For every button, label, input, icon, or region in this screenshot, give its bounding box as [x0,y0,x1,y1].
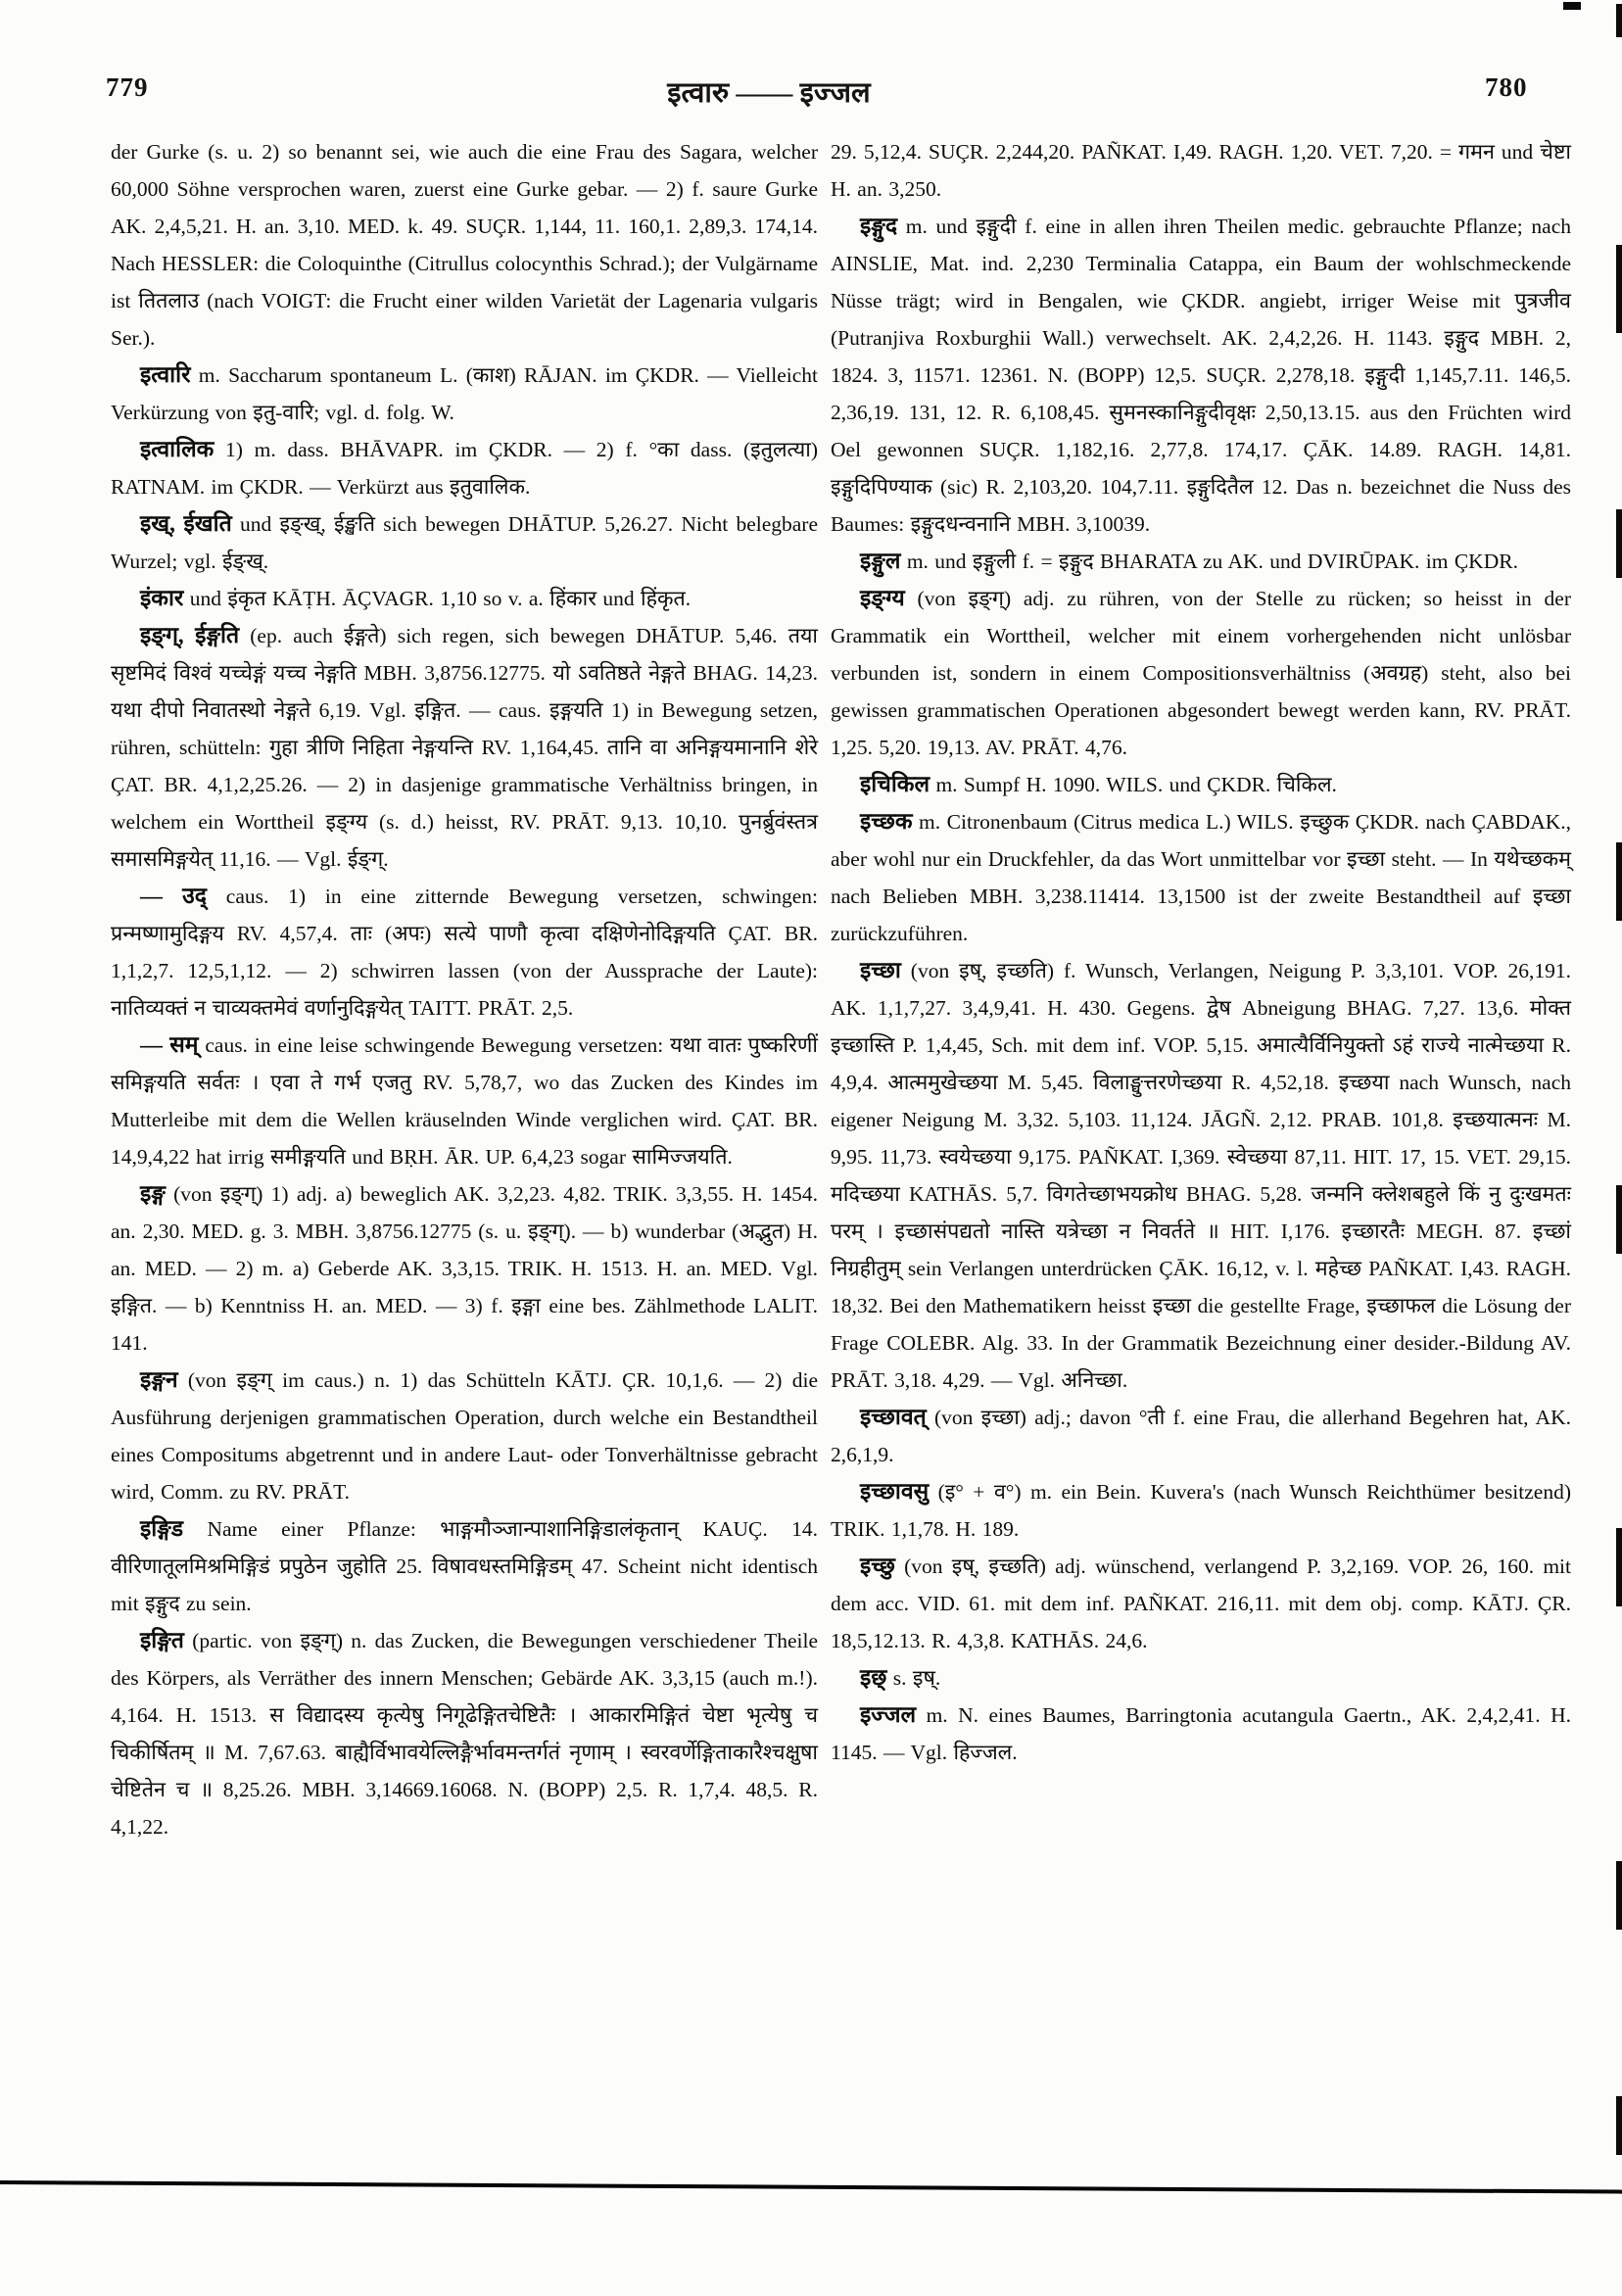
entry-text: (von इङ्ग् im caus.) n. 1) das Schütteln KĀTJ. ÇR. 10,1,6. — 2) die Ausführung derjenigen grammatischen Operation, durch welche ein Bestandtheil eines Compositums abgetrennt und in andere Laut- oder Tonverhältnisse gebracht wird, Comm. zu RV. PRĀT. [111,1368,818,1504]
scan-artifact [1616,1528,1622,1606]
headword: इङ्ग्य [860,586,905,610]
entry-text: Name einer Pflanze: भाङ्गमौञ्जान्पाशानिङ्गिडालंकृतान् KAUÇ. 14. वीरिणातूलमिश्रमिङ्गिडं प्रपुठेन जुहोति 25. विषावधस्तमिङ्गिडम् 47. Scheint nicht identisch mit इङ्गुद zu sein. [111,1517,818,1615]
headword: इङ्गुल [860,549,901,573]
headword: इच्छक [860,809,913,834]
entry-text: und इङ्ख्, ईङ्खति sich bewegen DHĀTUP. 5,26.27. Nicht belegbare Wurzel; vgl. ईङ्ख्. [111,512,818,573]
entry-text: m. Saccharum spontaneum L. (काश) RĀJAN. im ÇKDR. — Vielleicht Verkürzung von इतु-वारि; vgl. d. folg. W. [111,363,818,424]
headword: — उद् [140,884,207,908]
headword: इङ्गुद [860,214,898,238]
entry-text: 29. 5,12,4. SUÇR. 2,244,20. PAÑKAT. I,49. RAGH. 1,20. VET. 7,20. = गमन und चेष्टा H. an. 3,250. [831,140,1571,201]
entry-ing-sam [111,1027,818,1175]
headword: इङ्गन [140,1367,178,1392]
entry-text: m. Citronenbaum (Citrus medica L.) WILS. इच्छुक ÇKDR. nach ÇABDAK., aber wohl nur ein Druckfehler, da das Wort unmittelbar vor इच्छा steht. — In यथेच्छकम् nach Belieben MBH. 3,238.11414. 13,1500 ist der zweite Bestandtheil auf इच्छा zurückzuführen. [831,810,1571,945]
entry-text: caus. 1) in eine zitternde Bewegung versetzen, schwingen: प्रन्मष्णामुदिङ्गय RV. 4,57,4. ताः (अपः) सत्ये पाणौ कृत्वा दक्षिणेनोदिङ्गयति ÇAT. BR. 1,1,2,7. 12,5,1,12. — 2) schwirren lassen (von der Aussprache der Laute): नातिव्यक्तं न चाव्यक्तमेवं वर्णानुदिङ्गयेत् TAITT. PRĀT. 2,5. [111,885,818,1020]
entry-icikila [831,766,1571,803]
headword: इच्छु [860,1554,895,1578]
headword: — सम् [140,1032,199,1057]
entry-inga [111,1175,818,1362]
headword: इच्छावसु [860,1479,930,1504]
entry-ich [831,1659,1571,1697]
entry-text: (von इङ्ग्) 1) adj. a) beweglich AK. 3,2,23. 4,82. TRIK. 3,3,55. H. 1454. an. 2,30. MED. g. 3. MBH. 3,8756.12775 (s. u. इङ्ग्). — b) wunderbar (अद्भुत) H. an. MED. — 2) m. a) Geberde AK. 3,3,15. TRIK. H. 1513. H. an. MED. Vgl. इङ्गित. — b) Kenntniss H. an. MED. — 3) f. इङ्गा eine bes. Zählmethode LALIT. 141. [111,1182,818,1355]
entry-text: (von इङ्ग्) adj. zu rühren, von der Stelle zu rücken; so heisst in der Grammatik ein Worttheil, welcher mit einem vorhergehenden nicht unlösbar verbunden ist, sondern in einem Compositionsverhältniss (अवग्रह) steht, also bei gewissen grammatischen Operationen abgesondert bewegt werden kann, RV. PRĀT. 1,25. 5,20. 19,13. AV. PRĀT. 4,76. [831,587,1571,759]
entry-ingana [111,1362,818,1510]
scan-artifact [1616,1185,1622,1254]
entry-text: s. इष्. [886,1666,941,1690]
entry-ing-root [111,617,818,878]
entry-ingida [111,1510,818,1622]
entry-ingya [831,580,1571,766]
headword: इख्, ईखति [140,511,232,536]
entry-inguda [831,208,1571,543]
page-number-right: 780 [1485,72,1528,102]
scan-artifact [1616,2096,1622,2155]
scan-artifact [1616,4,1622,37]
scan-artifact [1616,842,1622,921]
entry-text: m. und इङ्गुदी f. eine in allen ihren Theilen medic. gebrauchte Pflanze; nach AINSLIE, Mat. ind. 2,230 Terminalia Catappa, ein Baum der wohlschmeckende Nüsse trägt; wird in Bengalen, wie ÇKDR. angiebt, irriger Weise mit पुत्रजीव (Putranjiva Roxburghii Wall.) verwechselt. AK. 2,4,2,26. H. 1143. इङ्गुद MBH. 2, 1824. 3, 11571. 12361. N. (BOPP) 12,5. SUÇR. 2,278,18. इङ्गुदी 1,145,7.11. 146,5. 2,36,19. 131, 12. R. 6,108,45. सुमनस्कानिङ्गुदीवृक्षः 2,50,13.15. aus den Früchten wird Oel gewonnen SUÇR. 1,182,16. 2,77,8. 174,17. ÇĀK. 14.89. RAGH. 14,81. इङ्गुदिपिण्याक (sic) R. 2,103,20. 104,7.11. इङ्गुदितैल 12. Das n. bezeichnet die Nuss des Baumes: इङ्गुदधन्वनानि MBH. 3,10039. [831,215,1571,536]
entry-icchu [831,1548,1571,1659]
entry-itvalika [111,431,818,505]
headword: इङ्गित [140,1628,184,1652]
entry-text: (von इष्, इच्छति) adj. wünschend, verlangend P. 3,2,169. VOP. 26, 160. mit dem acc. VID. 61. mit dem inf. PAÑKAT. 216,11. mit dem obj. comp. KĀTJ. ÇR. 18,5,12.13. R. 4,3,8. KATHĀS. 24,6. [831,1555,1571,1652]
headword: इचिकिल [860,772,930,796]
entry-inkara [111,580,818,617]
entry-icchavasu [831,1473,1571,1548]
entry-text: und इंकृत KĀṬH. ĀÇVAGR. 1,10 so v. a. हिंकार und हिंकृत. [183,587,692,610]
scan-artifact [1616,509,1622,578]
headword: इज्जल [860,1702,917,1727]
entry-text: m. und इङ्गुली f. = इङ्गुद BHARATA zu AK. und DVIRŪPAK. im ÇKDR. [900,550,1518,573]
entry-ijjala [831,1697,1571,1771]
entry-text: m. N. eines Baumes, Barringtonia acutangula Gaertn., AK. 2,4,2,41. H. 1145. — Vgl. हिज्जल. [831,1703,1571,1764]
headword: इंकार [140,586,184,610]
continuation-irvaru [111,133,818,357]
entry-text: caus. in eine leise schwingende Bewegung versetzen: यथा वातः पुष्करिणीं समिङ्गयति सर्वतः । एवा ते गर्भ एजतु RV. 5,78,7, wo das Zucken des Kindes im Mutterleibe mit dem die Wellen kräuselnden Winde verglichen wird. ÇAT. BR. 14,9,4,22 hat irrig समीङ्गयति und BṚH. ĀR. UP. 6,4,23 sogar सामिज्जयति. [111,1033,818,1169]
entry-text: (partic. von इङ्ग्) n. das Zucken, die Bewegungen verschiedener Theile des Körpers, als Verräther des innern Menschen; Gebärde AK. 3,3,15 (auch m.!). 4,164. H. 1513. स विद्यादस्य कृत्येषु निगूढेङ्गितचेष्टितैः । आकारमिङ्गितं चेष्टा भृत्येषु च चिकीर्षितम् ॥ M. 7,67.63. बाह्यैर्विभावयेल्लिङ्गैर्भावमन्तर्गतं नृणाम् । स्वरवर्णेङ्गिताकारैश्चक्षुषा चेष्टितेन च ॥ 8,25.26. MBH. 3,14669.16068. N. (BOPP) 2,5. R. 1,7,4. 48,5. R. 4,1,22. [111,1629,818,1839]
continuation-ingita [831,133,1571,208]
scan-artifact [1616,1861,1622,1930]
right-column [831,133,1571,1771]
entry-text: (ep. auch ईङ्गते) sich regen, sich bewegen DHĀTUP. 5,46. तया सृष्टमिदं विश्वं यच्चेङ्गं यच्च नेङ्गति MBH. 3,8756.12775. यो ऽवतिष्ठते नेङ्गते BHAG. 14,23. यथा दीपो निवातस्थो नेङ्गते 6,19. Vgl. इङ्गित. — caus. इङ्गयति 1) in Bewegung setzen, rühren, schütteln: गुहा त्रीणि निहिता नेङ्गयन्ति RV. 1,164,45. तानि वा अनिङ्गयमानानि शेरे ÇAT. BR. 4,1,2,25.26. — 2) in dasjenige grammatische Verhältniss bringen, in welchem ein Worttheil इङ्ग्य (s. d.) heisst, RV. PRĀT. 9,13. 10,10. पुनर्ब्रुवंस्तत्र समासमिङ्गयेत् 11,16. — Vgl. ईङ्ग्. [111,624,818,871]
headword: इङ्ग [140,1181,166,1206]
headword: इङ्गिड [140,1516,184,1541]
entry-ingita [111,1622,818,1845]
headword: इछ् [860,1665,887,1690]
entry-text: (इ° + व°) m. ein Bein. Kuvera's (nach Wunsch Reichthümer besitzend) TRIK. 1,1,78. H. 189. [831,1480,1571,1541]
entry-ing-ud [111,878,818,1027]
entry-text: (von इष्, इच्छति) f. Wunsch, Verlangen, Neigung P. 3,3,101. VOP. 26,191. AK. 1,1,7,27. 3,4,9,41. H. 430. Gegens. द्वेष Abneigung BHAG. 7,27. 13,6. मोक्त इच्छास्ति P. 1,4,45, Sch. mit dem inf. VOP. 5,15. अमात्यैर्विनियुक्तो ऽहं राज्ये नात्मेच्छया R. 4,9,4. आत्ममुखेच्छया M. 5,45. विलाङ्घुत्तरणेच्छया R. 4,52,18. इच्छया nach Wunsch, nach eigener Neigung M. 3,32. 5,103. 11,124. JĀGÑ. 2,12. PRAB. 101,8. इच्छयात्मनः M. 9,95. 11,73. स्वयेच्छया 9,175. PAÑKAT. I,369. स्वेच्छया 87,11. HIT. 17, 15. VET. 29,15. मदिच्छया KATHĀS. 5,7. विगतेच्छाभयक्रोध BHAG. 5,28. जन्मनि क्लेशबहुले किं नु दुःखमतः परम् । इच्छासंपद्यतो नास्ति यत्रेच्छा न निवर्तते ॥ HIT. I,176. इच्छारतैः MEGH. 87. इच्छां निग्रहीतुम् sein Verlangen unterdrücken ÇĀK. 16,12, v. l. महेच्छ PAÑKAT. I,43. RAGH. 18,32. Bei den Mathematikern heisst इच्छा die gestellte Frage, इच्छाफल die Lösung der Frage COLEBR. Alg. 33. In der Grammatik Bezeichnung einer desider.-Bildung AV. PRĀT. 3,18. 4,29. — Vgl. अनिच्छा. [831,959,1571,1392]
headword: इत्वारि [140,362,191,387]
headword: इच्छा [860,958,901,982]
entry-itvari [111,357,818,431]
scan-artifact [1616,245,1622,333]
running-head-headwords: इत्वारु —— इज्जल [667,77,871,109]
entry-text: 1) m. dass. BHĀVAPR. im ÇKDR. — 2) f. °का dass. (इतुलत्या) RATNAM. im ÇKDR. — Verkürzt aus इतुवालिक. [111,438,818,499]
headword: इङ्ग्, ईङ्गति [140,623,240,647]
entry-ikh [111,505,818,580]
headword: इच्छावत् [860,1405,927,1429]
entry-ingula [831,543,1571,580]
scan-artifact [1563,2,1581,10]
page-bottom-rule [0,2180,1622,2194]
entry-icchavat [831,1399,1571,1473]
entry-text: (von इच्छा) adj.; davon °ती f. eine Frau, die allerhand Begehren hat, AK. 2,6,1,9. [831,1406,1571,1466]
entry-iccha [831,952,1571,1399]
headword: इत्वालिक [140,437,215,461]
entry-text: der Gurke (s. u. 2) so benannt sei, wie auch die eine Frau des Sagara, welcher 60,000 Söhne versprochen waren, zuerst eine Gurke gebar. — 2) f. saure Gurke AK. 2,4,5,21. H. an. 3,10. MED. k. 49. SUÇR. 1,144, 11. 160,1. 2,89,3. 174,14. Nach HESSLER: die Coloquinthe (Citrullus colocynthis Schrad.); der Vulgärname ist तितलाउ (nach VOIGT: die Frucht einer wilden Varietät der Lagenaria vulgaris Ser.). [111,140,818,350]
entry-icchaka [831,803,1571,952]
left-column [111,133,818,1845]
entry-text: m. Sumpf H. 1090. WILS. und ÇKDR. चिकिल. [930,773,1337,796]
page-number-left: 779 [106,72,149,102]
